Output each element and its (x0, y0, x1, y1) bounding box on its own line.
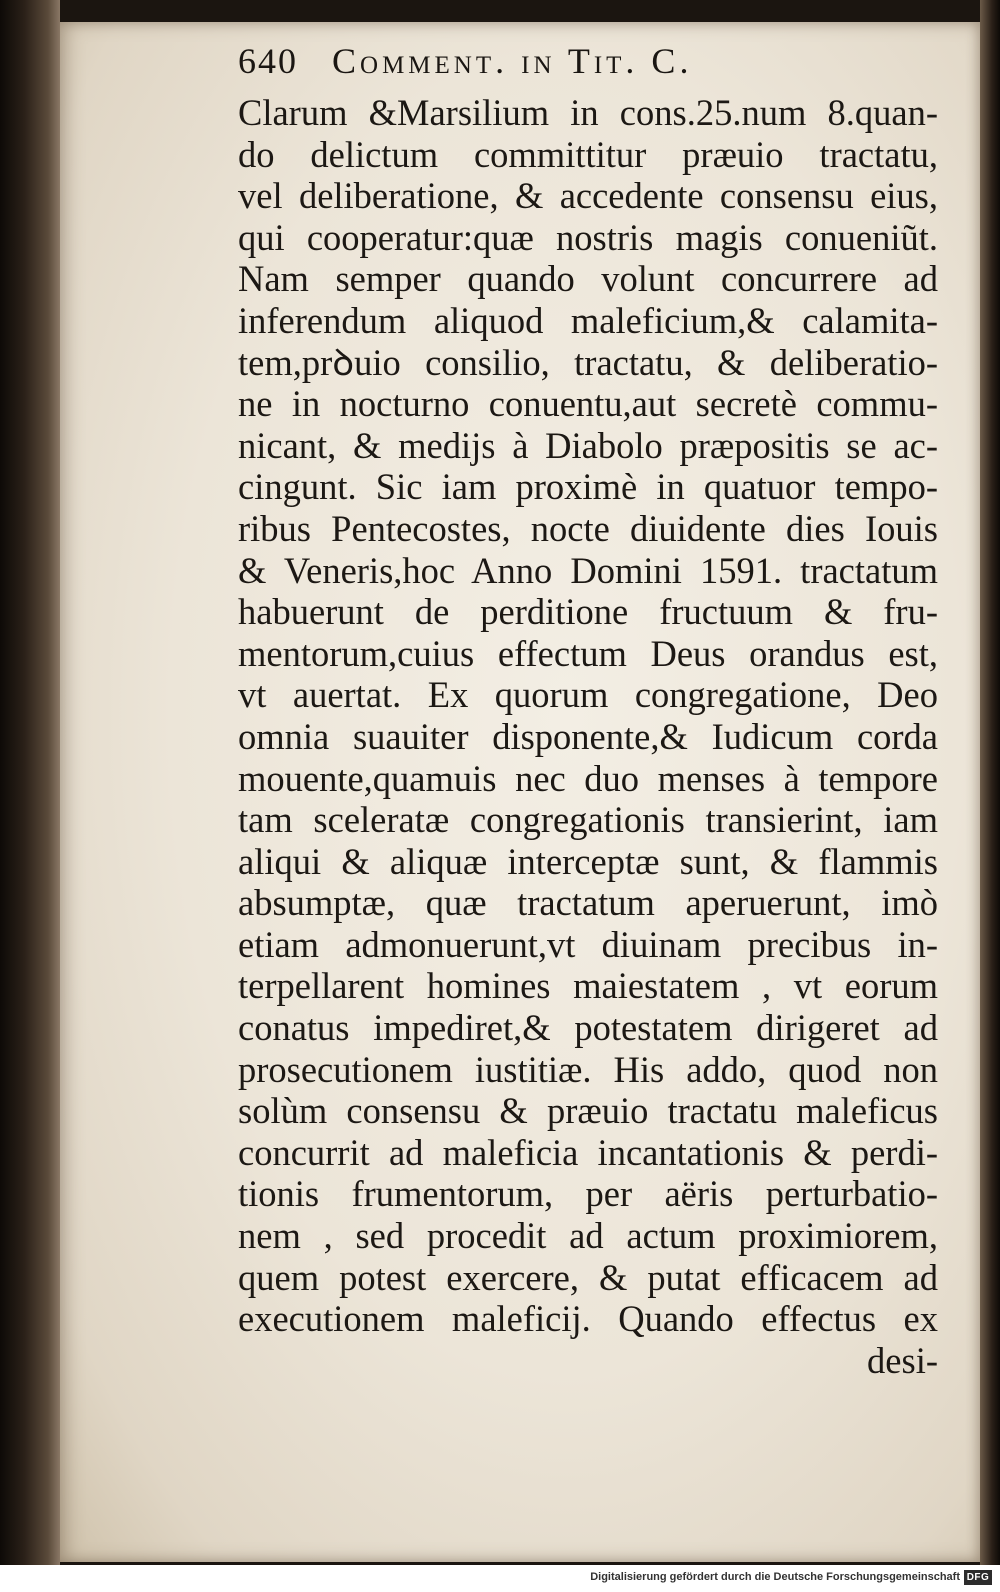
text-line: do delictum committitur præuio tractatu, (238, 133, 938, 175)
text-line: quem potest exercere, & putat efficacem ad (238, 1256, 938, 1298)
text-line: aliqui & aliquæ interceptæ sunt, & flammis (238, 840, 938, 882)
text-line: etiam admonuerunt,vt diuinam precibus in- (238, 923, 938, 965)
text-line: qui cooperatur:quæ nostris magis conueniũt. (238, 216, 938, 258)
text-line: prosecutionem iustitiæ. His addo, quod non (238, 1048, 938, 1090)
page-number: 640 (238, 41, 298, 81)
text-line: mentorum,cuius effectum Deus orandus est, (238, 632, 938, 674)
text-line: nicant, & medijs à Diabolo præpositis se ac- (238, 424, 938, 466)
text-line: inferendum aliquod maleficium,& calamita- (238, 299, 938, 341)
text-line: tem,prꝺuio consilio, tractatu, & deliberatio- (238, 341, 938, 383)
text-line: absumptæ, quæ tractatum aperuerunt, imò (238, 882, 938, 924)
funding-note: Digitalisierung gefördert durch die Deutsche Forschungsgemeinschaft (590, 1571, 960, 1583)
dfg-logo-icon: DFG (964, 1570, 992, 1585)
text-line: tionis frumentorum, per aëris perturbatio- (238, 1173, 938, 1215)
text-line: cingunt. Sic iam proximè in quatuor tempo- (238, 466, 938, 508)
text-line: Nam semper quando volunt concurrere ad (238, 258, 938, 300)
text-line: ribus Pentecostes, nocte diuidente dies Iouis (238, 507, 938, 549)
body-text (238, 92, 938, 1381)
book-page (60, 22, 980, 1562)
text-line: Clarum &Marsilium in cons.25.num 8.quan- (238, 92, 938, 133)
text-line: & Veneris,hoc Anno Domini 1591. tractatum (238, 549, 938, 591)
text-line: terpellarent homines maiestatem , vt eorum (238, 965, 938, 1007)
text-line: ne in nocturno conuentu,aut secretè commu- (238, 383, 938, 425)
book-binding-edge (0, 0, 60, 1565)
text-line: vt auertat. Ex quorum congregatione, Deo (238, 674, 938, 716)
text-line: tam sceleratæ congregationis transierint, iam (238, 799, 938, 841)
text-line: habuerunt de perditione fructuum & fru- (238, 591, 938, 633)
text-line: vel deliberatione, & accedente consensu eius, (238, 175, 938, 217)
running-head: Comment. in Tit. C. (332, 41, 693, 81)
text-line: mouente,quamuis nec duo menses à tempore (238, 757, 938, 799)
text-line: executionem maleficij. Quando effectus ex (238, 1298, 938, 1340)
text-line: concurrit ad maleficia incantationis & perdi- (238, 1131, 938, 1173)
text-line: solùm consensu & præuio tractatu maleficus (238, 1090, 938, 1132)
book-fore-edge (980, 0, 1000, 1565)
text-line: conatus impediret,& potestatem dirigeret ad (238, 1007, 938, 1049)
catchword: desi- (867, 1339, 938, 1381)
page-header (238, 40, 692, 82)
footer-bar (0, 1565, 1000, 1592)
text-line: nem , sed procedit ad actum proximiorem, (238, 1215, 938, 1257)
text-line: omnia suauiter disponente,& Iudicum corda (238, 715, 938, 757)
